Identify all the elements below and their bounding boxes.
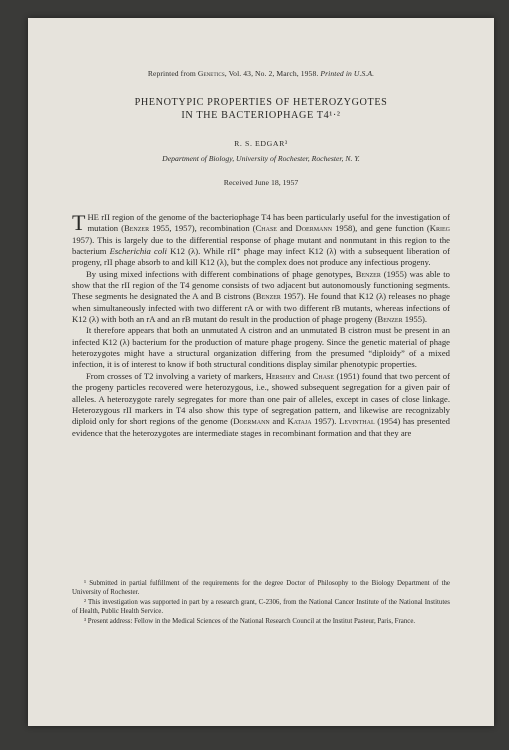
p1-text-4: 1958), and gene function ( [332, 223, 430, 234]
p4-text-2: and [295, 370, 313, 381]
citation: Levinthal [339, 416, 375, 427]
p2-text-3: 1957). He found that K12 (λ) releases no phage when simultaneously infected with two different rA or with two different rB mutants, whereas infections of K12 (λ) with both an rA and an rB mutant do result in the production of phage progeny ( [72, 291, 450, 325]
citation: Hershey [265, 370, 296, 381]
citation: Chase [255, 223, 277, 234]
citation: Benzer [377, 314, 403, 325]
citation: Benzer [124, 223, 150, 234]
species-name: Escherichia coli [109, 246, 167, 257]
footnote-2: ² This investigation was supported in part by a research grant, C-2306, from the National Cancer Institute of the National Institutes of Health, Public Health Service. [72, 599, 450, 615]
reprint-details: , Vol. 43, No. 2, March, 1958. [224, 69, 321, 78]
p2-text-2: (1955) was able to show that the rII region of the T4 genome consists of two adjacent but autonomously functioning segments. These segments he designated the A and B cistrons ( [72, 268, 450, 302]
citation: Doermann [233, 416, 270, 427]
journal-name: Genetics [197, 69, 225, 78]
p4-text-1: From crosses of T2 involving a variety of markers, [86, 370, 266, 381]
paper-title [28, 96, 494, 122]
paragraph-3 [72, 325, 450, 370]
citation: Kataja [287, 416, 312, 427]
p1-text-5: 1957). This is largely due to the differential response of phage mutant and nonmutant in this region to the bacterium [72, 234, 450, 257]
p2-text-1: By using mixed infections with different combinations of phage genotypes, [86, 268, 356, 279]
p1-text-2: 1955, 1957), recombination ( [149, 223, 256, 234]
p1-text-1: HE rII region of the genome of the bacteriophage T4 has been particularly useful for the investigation of mutation ( [87, 212, 450, 234]
author: R. S. EDGAR³ [234, 139, 288, 148]
p4-text-5: 1957). [311, 416, 340, 427]
footnote-3: ³ Present address: Fellow in the Medical Sciences of the National Research Council at the Institut Pasteur, Paris, France. [84, 618, 416, 625]
title-line-2: IN THE BACTERIOPHAGE T4¹·² [181, 110, 341, 121]
citation: Benzer [355, 268, 381, 279]
reprint-line [28, 69, 494, 78]
p4-text-3: (1951) found that two percent of the progeny particles recovered were heterozygous, i.e., showed subsequent segregation for a given pair of alleles. A heterozygote rarely segregates for more than one pair of alleles, except in cases of close linkage. Heterozygous rII markers in T4 also show this type of segregation pattern, and likewise are recognizably diploid only for short regions of the genome ( [72, 370, 450, 427]
title-line-1: PHENOTYPIC PROPERTIES OF HETEROZYGOTES [134, 97, 388, 108]
p4-text-6: (1954) has presented evidence that the heterozygotes are intermediate stages in recombinant formation and that they are [72, 416, 450, 438]
p1-text-6: K12 (λ). While rII⁺ phage may infect K12 (λ) with a subsequent liberation of progeny, rII phage absorb to and kill K12 (λ), but the complex does not produce any infectious progeny. [72, 246, 450, 268]
body-text [72, 212, 450, 439]
paragraph-4 [72, 371, 450, 439]
citation: Krieg [429, 223, 450, 234]
citation: Chase [312, 370, 335, 381]
p3-text-1: It therefore appears that both an unmutated A cistron and an unmutated B cistron must be present in an infected K12 (λ) bacterium for the production of mature phage progeny. Since the genetic material of phage heterozygotes might have a structural organization differing from the presumed “diploidy” of a mixed infection, it is of interest to know if both structural conditions display similar phenotypic properties. [72, 325, 450, 370]
p4-text-4: and [269, 416, 288, 427]
p1-text-3: and [276, 223, 296, 234]
paragraph-2 [72, 269, 450, 326]
drop-cap: T [72, 210, 86, 235]
footnote-1: ¹ Submitted in partial fulfillment of the requirements for the degree Doctor of Philosophy to the Biology Department of the University of Rochester. [72, 580, 450, 596]
citation: Doermann [295, 223, 333, 234]
printed-in: Printed in U.S.A. [320, 69, 375, 78]
document-page [28, 18, 494, 726]
paragraph-1 [72, 212, 450, 269]
affiliation: Department of Biology, University of Rochester, Rochester, N. Y. [162, 154, 360, 163]
p2-text-4: 1955). [402, 314, 428, 325]
footnotes [72, 579, 450, 627]
citation: Benzer [255, 291, 281, 302]
reprint-prefix: Reprinted from [147, 69, 198, 78]
received-date: Received June 18, 1957 [223, 178, 299, 187]
